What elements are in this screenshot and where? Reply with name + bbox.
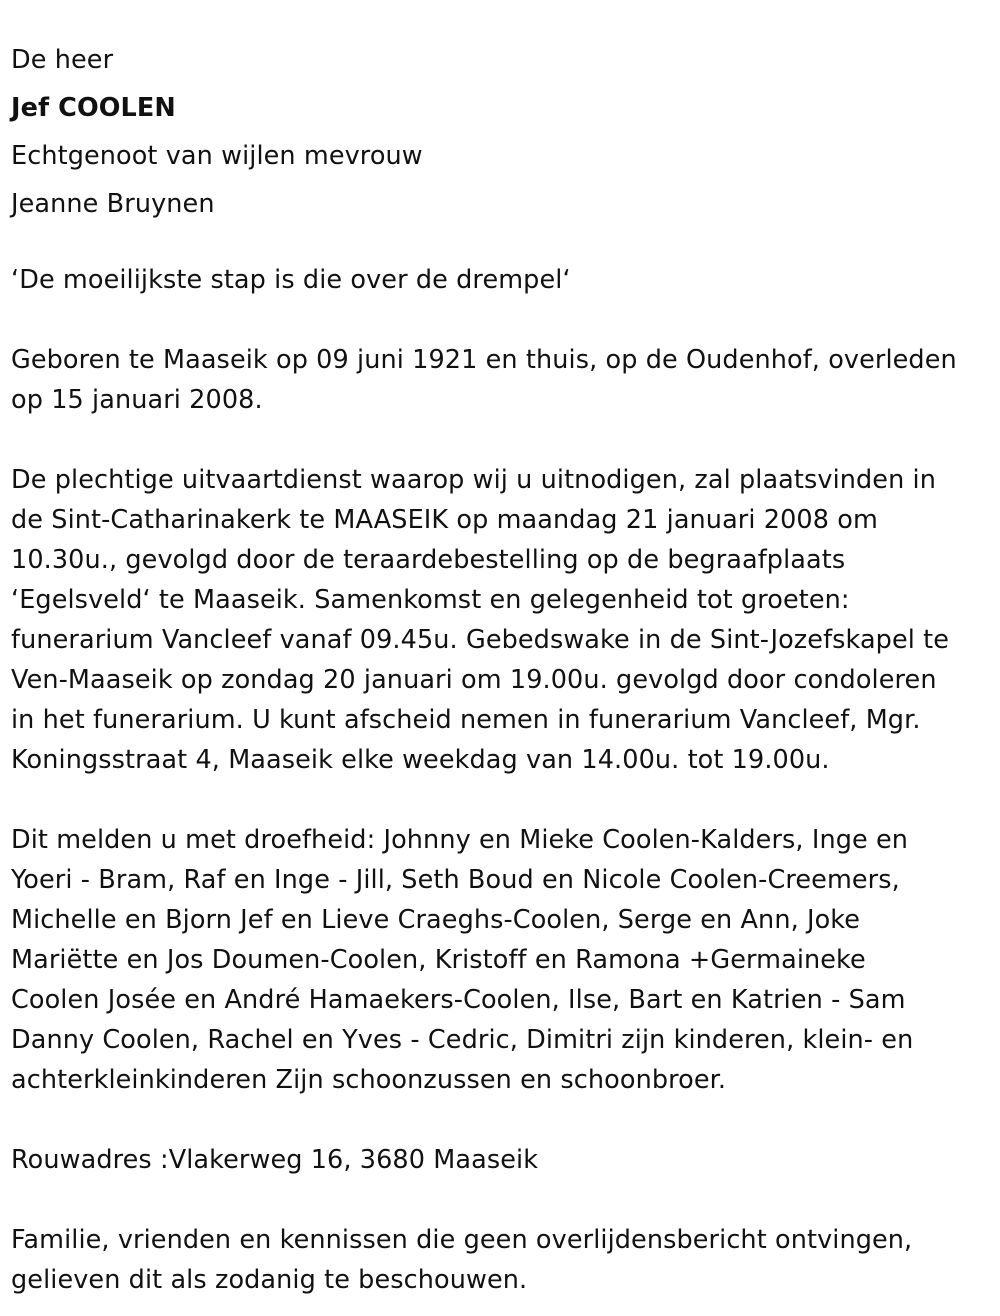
paragraph-line: Dit melden u met droefheid: Johnny en Mieke Coolen-Kalders, Inge en <box>11 825 909 855</box>
paragraph-line: De plechtige uitvaartdienst waarop wij u uitnodigen, zal plaatsvinden in <box>11 465 937 495</box>
paragraph-line: de Sint-Catharinakerk te MAASEIK op maandag 21 januari 2008 om <box>11 505 878 535</box>
paragraph-line: ‘Egelsveld‘ te Maaseik. Samenkomst en gelegenheid tot groeten: <box>11 585 850 615</box>
spouse-name: Jeanne Bruynen <box>11 189 215 219</box>
closing-paragraph <box>11 1220 991 1300</box>
service-paragraph <box>11 460 991 780</box>
paragraph-line: Koningsstraat 4, Maaseik elke weekdag van 14.00u. tot 19.00u. <box>11 745 830 775</box>
paragraph-line: in het funerarium. U kunt afscheid nemen in funerarium Vancleef, Mgr. <box>11 705 921 735</box>
obituary-document <box>11 36 991 1300</box>
paragraph-line: op 15 januari 2008. <box>11 385 263 415</box>
paragraph-line: Mariëtte en Jos Doumen-Coolen, Kristoff en Ramona +Germaineke <box>11 945 866 975</box>
paragraph-line: Ven-Maaseik op zondag 20 januari om 19.00u. gevolgd door condoleren <box>11 665 937 695</box>
paragraph-line: achterkleinkinderen Zijn schoonzussen en schoonbroer. <box>11 1065 727 1095</box>
salutation: De heer <box>11 45 114 75</box>
quote: ‘De moeilijkste stap is die over de drempel‘ <box>11 265 571 295</box>
paragraph-line: Coolen Josée en André Hamaekers-Coolen, Ilse, Bart en Katrien - Sam <box>11 985 906 1015</box>
birth-death-paragraph <box>11 340 991 420</box>
relation-text: Echtgenoot van wijlen mevrouw <box>11 141 423 171</box>
paragraph-line: 10.30u., gevolgd door de teraardebestelling op de begraafplaats <box>11 545 846 575</box>
paragraph-line: Danny Coolen, Rachel en Yves - Cedric, Dimitri zijn kinderen, klein- en <box>11 1025 914 1055</box>
mourning-address: Rouwadres :Vlakerweg 16, 3680 Maaseik <box>11 1145 539 1175</box>
paragraph-line: funerarium Vancleef vanaf 09.45u. Gebedswake in de Sint-Jozefskapel te <box>11 625 950 655</box>
paragraph-line: gelieven dit als zodanig te beschouwen. <box>11 1265 528 1295</box>
paragraph-line: Yoeri - Bram, Raf en Inge - Jill, Seth Boud en Nicole Coolen-Creemers, <box>11 865 900 895</box>
deceased-name: Jef COOLEN <box>11 93 176 123</box>
header-block <box>11 36 991 228</box>
paragraph-line: Geboren te Maaseik op 09 juni 1921 en thuis, op de Oudenhof, overleden <box>11 345 957 375</box>
family-paragraph <box>11 820 991 1100</box>
paragraph-line: Michelle en Bjorn Jef en Lieve Craeghs-Coolen, Serge en Ann, Joke <box>11 905 861 935</box>
paragraph-line: Familie, vrienden en kennissen die geen overlijdensbericht ontvingen, <box>11 1225 913 1255</box>
